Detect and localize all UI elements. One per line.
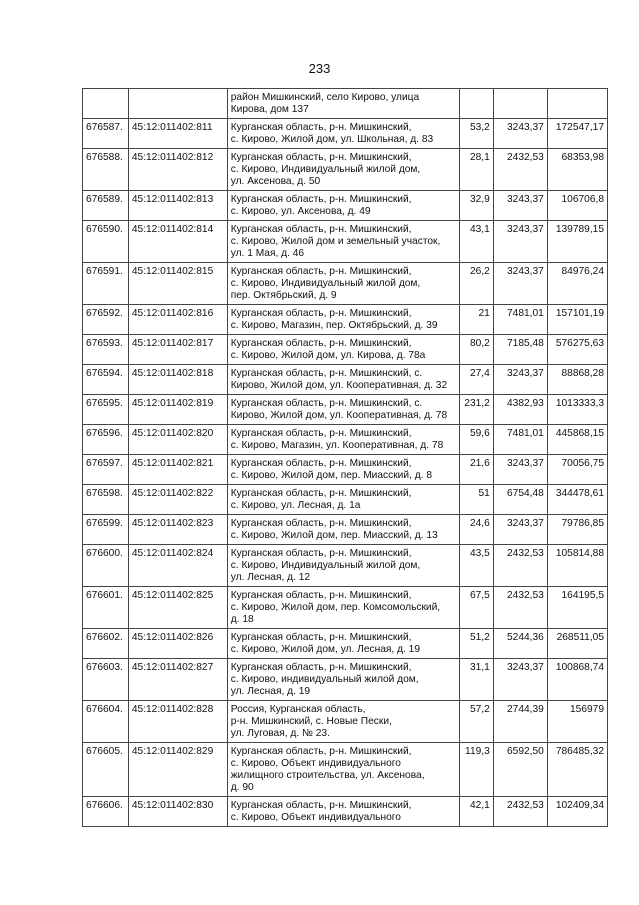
row-number-cell: 676606. <box>83 797 129 827</box>
address-line: ул. Луговая, д. № 23. <box>230 728 330 739</box>
row-number-cell: 676603. <box>83 659 129 701</box>
price-cell: 2432,53 <box>493 149 547 191</box>
cadastral-number-cell: 45:12:011402:815 <box>128 263 227 305</box>
row-number-cell: 676598. <box>83 485 129 515</box>
address-line: с. Кирово, Индивидуальный жилой дом, <box>230 278 421 289</box>
address-line: р-н. Мишкинский, с. Новые Пески, <box>230 716 392 727</box>
address-cell <box>227 659 459 701</box>
address-line: с. Кирово, Жилой дом, пер. Миасский, д. 13 <box>230 530 438 541</box>
value-cell: 100868,74 <box>547 659 607 701</box>
price-cell: 5244,36 <box>493 629 547 659</box>
address-line: с. Кирово, Магазин, ул. Кооперативная, д. 78 <box>230 440 444 451</box>
address-cell <box>227 305 459 335</box>
address-line: Курганская область, р-н. Мишкинский, <box>230 632 412 643</box>
table-row <box>83 629 608 659</box>
value-cell: 68353,98 <box>547 149 607 191</box>
table-row <box>83 515 608 545</box>
table-row <box>83 149 608 191</box>
address-line: Кирово, Жилой дом, ул. Кооперативная, д. 78 <box>230 410 448 421</box>
cadastral-number-cell: 45:12:011402:817 <box>128 335 227 365</box>
row-number-cell: 676593. <box>83 335 129 365</box>
price-cell: 2432,53 <box>493 587 547 629</box>
address-cell <box>227 395 459 425</box>
price-cell: 6754,48 <box>493 485 547 515</box>
address-line: с. Кирово, Жилой дом, ул. Лесная, д. 19 <box>230 644 421 655</box>
address-line: Кирово, Жилой дом, ул. Кооперативная, д. 32 <box>230 380 448 391</box>
cadastral-number-cell: 45:12:011402:823 <box>128 515 227 545</box>
address-line: с. Кирово, Индивидуальный жилой дом, <box>230 560 421 571</box>
address-cell <box>227 263 459 305</box>
address-cell <box>227 119 459 149</box>
value-cell: 79786,85 <box>547 515 607 545</box>
cadastral-number-cell: 45:12:011402:816 <box>128 305 227 335</box>
row-number-cell: 676604. <box>83 701 129 743</box>
address-line: пер. Октябрьский, д. 9 <box>230 290 337 301</box>
address-line: Курганская область, р-н. Мишкинский, <box>230 224 412 235</box>
value-cell: 786485,32 <box>547 743 607 797</box>
address-line: Курганская область, р-н. Мишкинский, <box>230 428 412 439</box>
address-line: Курганская область, р-н. Мишкинский, с. <box>230 398 423 409</box>
row-number-cell: 676591. <box>83 263 129 305</box>
address-cell <box>227 455 459 485</box>
price-cell: 3243,37 <box>493 365 547 395</box>
table-row <box>83 221 608 263</box>
address-cell <box>227 425 459 455</box>
address-line: Курганская область, р-н. Мишкинский, <box>230 800 412 811</box>
address-cell <box>227 743 459 797</box>
table-row <box>83 587 608 629</box>
area-cell <box>460 89 494 119</box>
address-line: Курганская область, р-н. Мишкинский, <box>230 458 412 469</box>
cadastral-number-cell: 45:12:011402:819 <box>128 395 227 425</box>
cadastral-number-cell: 45:12:011402:812 <box>128 149 227 191</box>
address-line: с. Кирово, Объект индивидуального <box>230 758 401 769</box>
area-cell: 57,2 <box>460 701 494 743</box>
address-line: Кирова, дом 137 <box>230 104 309 115</box>
price-cell: 3243,37 <box>493 221 547 263</box>
price-cell: 7185,48 <box>493 335 547 365</box>
address-line: с. Кирово, Индивидуальный жилой дом, <box>230 164 421 175</box>
row-number-cell: 676597. <box>83 455 129 485</box>
address-line: Курганская область, р-н. Мишкинский, с. <box>230 368 423 379</box>
price-cell: 3243,37 <box>493 191 547 221</box>
address-cell <box>227 221 459 263</box>
cadastral-number-cell: 45:12:011402:826 <box>128 629 227 659</box>
row-number-cell: 676602. <box>83 629 129 659</box>
cadastral-number-cell: 45:12:011402:825 <box>128 587 227 629</box>
address-line: Курганская область, р-н. Мишкинский, <box>230 338 412 349</box>
row-number-cell: 676592. <box>83 305 129 335</box>
address-cell <box>227 485 459 515</box>
area-cell: 51,2 <box>460 629 494 659</box>
value-cell: 70056,75 <box>547 455 607 485</box>
value-cell: 88868,28 <box>547 365 607 395</box>
address-line: с. Кирово, Жилой дом, пер. Комсомольский, <box>230 602 441 613</box>
property-registry-table <box>82 88 608 827</box>
address-line: с. Кирово, ул. Лесная, д. 1а <box>230 500 361 511</box>
row-number-cell: 676589. <box>83 191 129 221</box>
table-row <box>83 305 608 335</box>
value-cell: 139789,15 <box>547 221 607 263</box>
area-cell: 231,2 <box>460 395 494 425</box>
table-row <box>83 545 608 587</box>
area-cell: 59,6 <box>460 425 494 455</box>
address-line: с. Кирово, Жилой дом, ул. Школьная, д. 83 <box>230 134 434 145</box>
price-cell: 3243,37 <box>493 659 547 701</box>
address-line: Курганская область, р-н. Мишкинский, <box>230 746 412 757</box>
cadastral-number-cell: 45:12:011402:814 <box>128 221 227 263</box>
address-cell <box>227 701 459 743</box>
cadastral-number-cell: 45:12:011402:820 <box>128 425 227 455</box>
table-row <box>83 425 608 455</box>
address-cell <box>227 335 459 365</box>
area-cell: 26,2 <box>460 263 494 305</box>
price-cell: 4382,93 <box>493 395 547 425</box>
row-number-cell: 676590. <box>83 221 129 263</box>
address-line: Курганская область, р-н. Мишкинский, <box>230 122 412 133</box>
address-cell <box>227 191 459 221</box>
address-line: д. 18 <box>230 614 254 625</box>
address-line: ул. Аксенова, д. 50 <box>230 176 321 187</box>
address-line: ул. Лесная, д. 12 <box>230 572 311 583</box>
address-line: Курганская область, р-н. Мишкинский, <box>230 662 412 673</box>
price-cell: 3243,37 <box>493 119 547 149</box>
address-line: Курганская область, р-н. Мишкинский, <box>230 518 412 529</box>
area-cell: 51 <box>460 485 494 515</box>
value-cell: 164195,5 <box>547 587 607 629</box>
table-row-continuation <box>83 89 608 119</box>
area-cell: 53,2 <box>460 119 494 149</box>
address-cell <box>227 515 459 545</box>
table-row <box>83 659 608 701</box>
area-cell: 32,9 <box>460 191 494 221</box>
value-cell: 268511,05 <box>547 629 607 659</box>
area-cell: 43,5 <box>460 545 494 587</box>
cadastral-number-cell: 45:12:011402:830 <box>128 797 227 827</box>
address-line: с. Кирово, Объект индивидуального <box>230 812 401 823</box>
table-row <box>83 335 608 365</box>
value-cell: 445868,15 <box>547 425 607 455</box>
price-cell: 2432,53 <box>493 797 547 827</box>
address-line: с. Кирово, Магазин, пер. Октябрьский, д. 39 <box>230 320 438 331</box>
area-cell: 119,3 <box>460 743 494 797</box>
value-cell: 172547,17 <box>547 119 607 149</box>
table-row <box>83 365 608 395</box>
row-number-cell <box>83 89 129 119</box>
row-number-cell: 676605. <box>83 743 129 797</box>
row-number-cell: 676594. <box>83 365 129 395</box>
address-line: с. Кирово, Жилой дом и земельный участок, <box>230 236 441 247</box>
address-line: ул. Лесная, д. 19 <box>230 686 311 697</box>
row-number-cell: 676587. <box>83 119 129 149</box>
address-line: Курганская область, р-н. Мишкинский, <box>230 488 412 499</box>
address-line: Курганская область, р-н. Мишкинский, <box>230 266 412 277</box>
cadastral-number-cell: 45:12:011402:829 <box>128 743 227 797</box>
address-line: Курганская область, р-н. Мишкинский, <box>230 152 412 163</box>
table-row <box>83 485 608 515</box>
value-cell: 344478,61 <box>547 485 607 515</box>
cadastral-number-cell: 45:12:011402:813 <box>128 191 227 221</box>
row-number-cell: 676601. <box>83 587 129 629</box>
row-number-cell: 676600. <box>83 545 129 587</box>
cadastral-number-cell: 45:12:011402:811 <box>128 119 227 149</box>
cadastral-number-cell <box>128 89 227 119</box>
address-line: с. Кирово, Жилой дом, пер. Миасский, д. 8 <box>230 470 432 481</box>
table-row <box>83 395 608 425</box>
table-row <box>83 263 608 305</box>
address-line: с. Кирово, ул. Аксенова, д. 49 <box>230 206 371 217</box>
value-cell <box>547 89 607 119</box>
address-line: Курганская область, р-н. Мишкинский, <box>230 548 412 559</box>
address-cell <box>227 89 459 119</box>
area-cell: 31,1 <box>460 659 494 701</box>
price-cell: 3243,37 <box>493 263 547 305</box>
row-number-cell: 676588. <box>83 149 129 191</box>
value-cell: 157101,19 <box>547 305 607 335</box>
address-cell <box>227 149 459 191</box>
address-line: ул. 1 Мая, д. 46 <box>230 248 305 259</box>
address-line: район Мишкинский, село Кирово, улица <box>230 92 420 103</box>
value-cell: 105814,88 <box>547 545 607 587</box>
row-number-cell: 676599. <box>83 515 129 545</box>
address-line: д. 90 <box>230 782 254 793</box>
cadastral-number-cell: 45:12:011402:824 <box>128 545 227 587</box>
table-row <box>83 701 608 743</box>
address-line: с. Кирово, индивидуальный жилой дом, <box>230 674 419 685</box>
price-cell: 7481,01 <box>493 305 547 335</box>
address-line: жилищного строительства, ул. Аксенова, <box>230 770 425 781</box>
price-cell: 7481,01 <box>493 425 547 455</box>
cadastral-number-cell: 45:12:011402:821 <box>128 455 227 485</box>
area-cell: 67,5 <box>460 587 494 629</box>
area-cell: 27,4 <box>460 365 494 395</box>
address-line: Курганская область, р-н. Мишкинский, <box>230 590 412 601</box>
table-row <box>83 119 608 149</box>
row-number-cell: 676596. <box>83 425 129 455</box>
table-row <box>83 797 608 827</box>
value-cell: 106706,8 <box>547 191 607 221</box>
price-cell: 3243,37 <box>493 515 547 545</box>
price-cell: 3243,37 <box>493 455 547 485</box>
price-cell: 2432,53 <box>493 545 547 587</box>
price-cell: 2744,39 <box>493 701 547 743</box>
area-cell: 28,1 <box>460 149 494 191</box>
cadastral-number-cell: 45:12:011402:827 <box>128 659 227 701</box>
cadastral-number-cell: 45:12:011402:818 <box>128 365 227 395</box>
area-cell: 21 <box>460 305 494 335</box>
area-cell: 21,6 <box>460 455 494 485</box>
area-cell: 42,1 <box>460 797 494 827</box>
value-cell: 576275,63 <box>547 335 607 365</box>
address-line: Россия, Курганская область, <box>230 704 366 715</box>
address-cell <box>227 797 459 827</box>
area-cell: 43,1 <box>460 221 494 263</box>
value-cell: 1013333,3 <box>547 395 607 425</box>
price-cell <box>493 89 547 119</box>
address-line: Курганская область, р-н. Мишкинский, <box>230 194 412 205</box>
registry-body <box>83 89 608 827</box>
value-cell: 102409,34 <box>547 797 607 827</box>
price-cell: 6592,50 <box>493 743 547 797</box>
address-line: Курганская область, р-н. Мишкинский, <box>230 308 412 319</box>
value-cell: 156979 <box>547 701 607 743</box>
value-cell: 84976,24 <box>547 263 607 305</box>
table-row <box>83 191 608 221</box>
address-cell <box>227 545 459 587</box>
address-cell <box>227 365 459 395</box>
address-cell <box>227 629 459 659</box>
page-number: 233 <box>308 61 331 76</box>
area-cell: 80,2 <box>460 335 494 365</box>
address-cell <box>227 587 459 629</box>
area-cell: 24,6 <box>460 515 494 545</box>
cadastral-number-cell: 45:12:011402:828 <box>128 701 227 743</box>
address-line: с. Кирово, Жилой дом, ул. Кирова, д. 78а <box>230 350 426 361</box>
table-row <box>83 455 608 485</box>
row-number-cell: 676595. <box>83 395 129 425</box>
cadastral-number-cell: 45:12:011402:822 <box>128 485 227 515</box>
table-row <box>83 743 608 797</box>
